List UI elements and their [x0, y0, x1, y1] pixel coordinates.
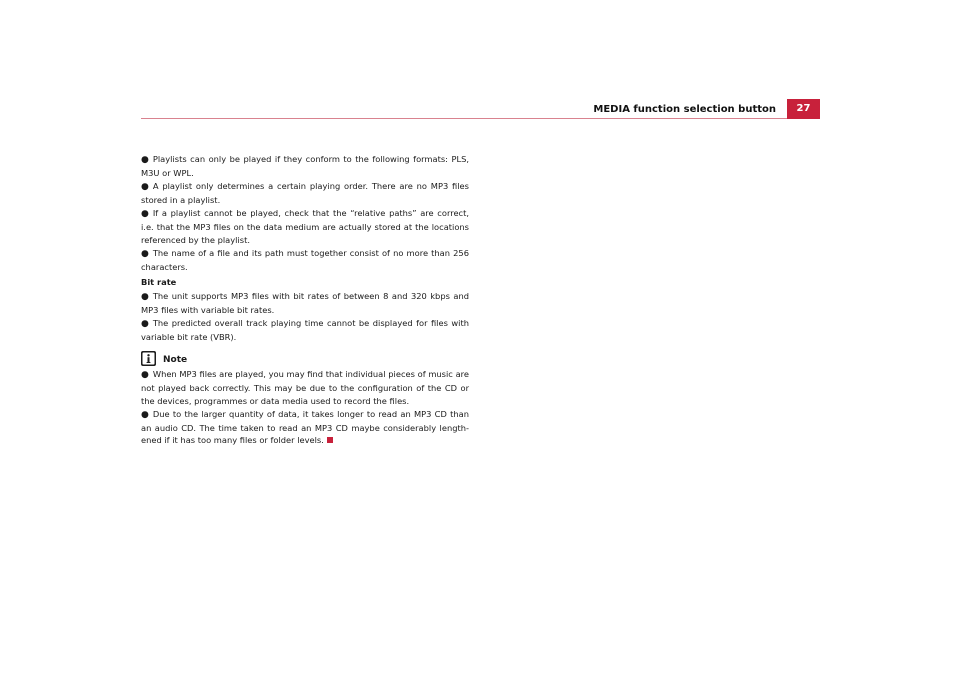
bullet-icon: ●	[141, 249, 149, 260]
note-info-icon	[141, 351, 156, 366]
list-item	[141, 153, 469, 179]
list-item	[141, 408, 469, 447]
list-item	[141, 247, 469, 273]
bullet-icon: ●	[141, 182, 149, 193]
list-item	[141, 290, 469, 316]
page-number-badge	[787, 99, 820, 119]
list-item	[141, 180, 469, 206]
note-label: Note	[163, 355, 188, 366]
page-number: 27	[796, 103, 811, 114]
list-item-text: The unit supports MP3 files with bit rates of between 8 and 320 kbps and MP3 files with variable bit rates.	[141, 290, 469, 315]
list-item-text: If a playlist cannot be played, check that the “relative paths” are correct, i.e. that the MP3 files on the data medium are actually stored at the locations referenced by the playlist.	[141, 208, 469, 245]
list-item	[141, 368, 469, 407]
list-item-text: The name of a file and its path must together consist of no more than 256 characters.	[141, 248, 469, 272]
note-heading	[141, 351, 469, 366]
section-heading-bit-rate: Bit rate	[141, 277, 177, 288]
list-item-text: Due to the larger quantity of data, it takes longer to read an MP3 CD than an audio CD. The time taken to read an MP3 CD maybe considerably length-ened if it has too many files or folder levels.	[141, 409, 469, 446]
list-item-text: The predicted overall track playing time cannot be displayed for files with variable bit rate (VBR).	[141, 318, 469, 342]
bullet-icon: ●	[141, 410, 149, 421]
list-item-text: Playlists can only be played if they conform to the following formats: PLS, M3U or WPL.	[141, 154, 469, 178]
bullet-icon: ●	[141, 209, 149, 220]
bullet-icon: ●	[141, 291, 149, 302]
list-item	[141, 317, 469, 343]
page-header-title: MEDIA function selection button	[593, 104, 776, 115]
list-item-text: When MP3 files are played, you may find that individual pieces of music are not played back correctly. This may be due to the configuration of the CD or the devices, programmes or data media used to record the files.	[141, 369, 469, 406]
page-content	[141, 153, 469, 448]
bullet-icon: ●	[141, 155, 149, 165]
end-of-section-icon	[327, 437, 333, 443]
header-rule	[141, 118, 820, 119]
bullet-icon: ●	[141, 370, 149, 381]
list-item	[141, 207, 469, 246]
bullet-icon: ●	[141, 319, 149, 330]
list-item-text: A playlist only determines a certain playing order. There are no MP3 files stored in a playlist.	[141, 181, 469, 205]
